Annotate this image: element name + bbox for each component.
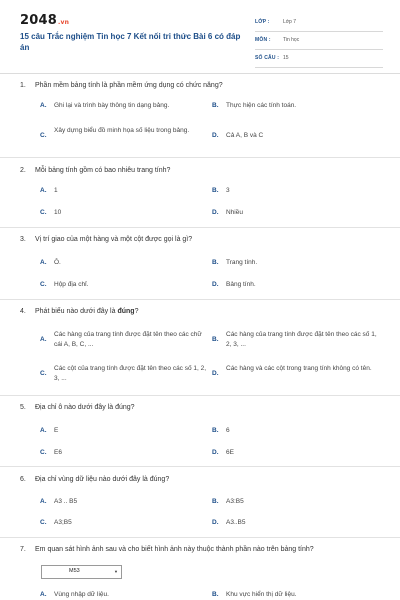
- meta-question-count: SỐ CÂU : 15: [255, 52, 383, 68]
- meta-grade: LỚP : Lớp 7: [255, 16, 383, 32]
- page-title: 15 câu Trắc nghiệm Tin học 7 Kết nối tri thức Bài 6 có đáp án: [20, 32, 241, 52]
- chevron-down-icon: ▼: [114, 569, 118, 574]
- question-2-text: 2. Mỗi bảng tính gồm có bao nhiêu trang tính?: [20, 167, 171, 174]
- name-box-image: M53 ▼: [41, 565, 122, 579]
- question-4-text: 4. Phát biểu nào dưới đây là đúng?: [20, 308, 139, 315]
- site-logo[interactable]: 2048.vn: [20, 13, 70, 28]
- question-3-text: 3. Vị trí giao của một hàng và một cột được gọi là gì?: [20, 236, 193, 243]
- question-divider: [0, 227, 400, 228]
- meta-subject: MÔN : Tin học: [255, 34, 383, 50]
- page-header: [0, 0, 400, 72]
- quiz-meta: [255, 16, 383, 70]
- question-1-text: 1. Phần mềm bảng tính là phần mềm ứng dụng có chức năng?: [20, 82, 223, 89]
- question-divider: [0, 299, 400, 300]
- question-divider: [0, 537, 400, 538]
- question-7-text: 7. Em quan sát hình ảnh sau và cho biết hình ảnh này thuộc thành phần nào trên bảng tính?: [20, 546, 314, 553]
- question-divider: [0, 466, 400, 467]
- quiz-page: 2048.vn 15 câu Trắc nghiệm Tin học 7 Kết nối tri thức Bài 6 có đáp án LỚP : Lớp 7 MÔN : Tin học SỐ CÂU : 15 1. Phần mềm bảng tính là phần mềm ứng dụng có chức năng? A. Ghi lại và trình bày thông tin dạng bảng. B. Thực hiện các tính toán. C. Xây dựng biểu đồ minh họa số liệu trong bảng. D. Cả A, B và C 2. Mỗi bảng tính gồm có bao nhiêu trang tính? A. 1 B. 3 C. 10 D. Nhiều 3. Vị trí giao của một hàng và một cột được gọi là gì? A. Ô. B. Trang tính. C. Hộp địa chỉ. D. Bảng tính. 4. Phát biểu nào dưới đây là đúng? A. Các hàng của trang tính được đặt tên theo các chữ cái A, B, C, ... B. Các hàng của trang tính được đặt tên theo các số 1, 2, 3, ... C. Các cột của trang tính được đặt tên theo các số 1, 2, 3, ... D. Các hàng và các cột trong trang tính không có tên. 5. Địa chỉ ô nào dưới đây là đúng? A. E B. 6 C. E6 D. 6E 6. Địa chỉ vùng dữ liệu nào dưới đây là đúng? A. A3 .. B5 B. A3:B5 C. A3;B5 D. A3..B5 7. Em quan sát hình ảnh sau và cho biết hình ảnh này thuộc thành phần nào trên bảng tính? M53 ▼ A. Vùng nhập dữ liệu. B. Khu vực hiển thị dữ liệu.: [0, 0, 400, 600]
- question-divider: [0, 395, 400, 396]
- question-5-text: 5. Địa chỉ ô nào dưới đây là đúng?: [20, 404, 135, 411]
- question-6-text: 6. Địa chỉ vùng dữ liệu nào dưới đây là đúng?: [20, 476, 170, 483]
- header-divider: [0, 73, 400, 74]
- question-divider: [0, 157, 400, 158]
